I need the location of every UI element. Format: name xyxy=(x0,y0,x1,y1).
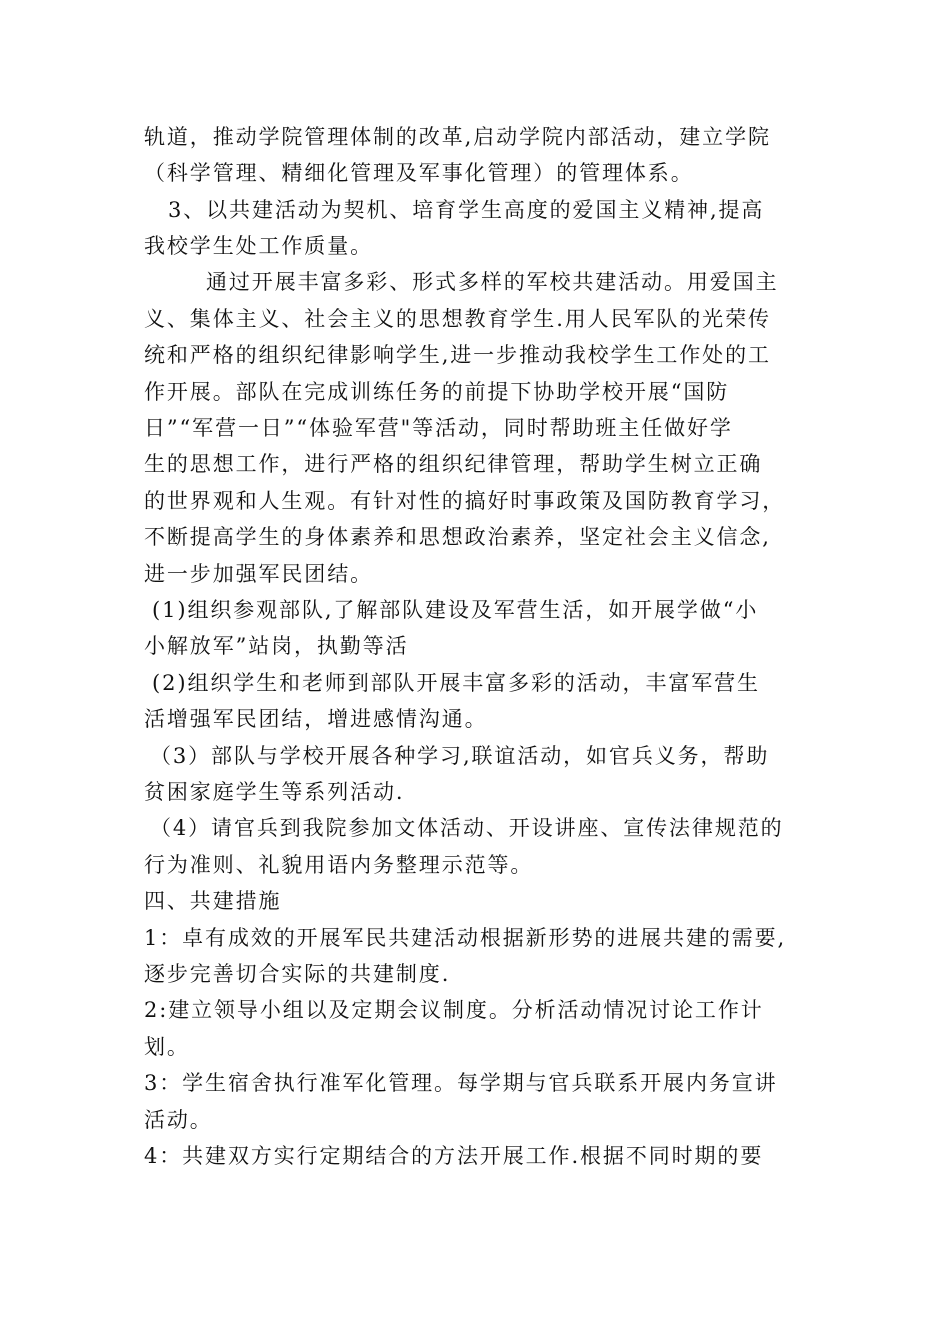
text-line: 2:建立领导小组以及定期会议制度。分析活动情况讨论工作计 xyxy=(144,998,764,1022)
text-line: (1)组织参观部队,了解部队建设及军营生活，如开展学做“小 xyxy=(152,598,759,622)
text-line: 行为准则、礼貌用语内务整理示范等。 xyxy=(144,853,534,877)
text-line: （4）请官兵到我院参加文体活动、开设讲座、宣传法律规范的 xyxy=(150,816,784,840)
text-line: 通过开展丰富多彩、形式多样的军校共建活动。用爱国主 xyxy=(206,270,779,294)
text-line: (2)组织学生和老师到部队开展丰富多彩的活动，丰富军营生 xyxy=(152,671,760,695)
text-line: 轨道，推动学院管理体制的改革,启动学院内部活动，建立学院 xyxy=(144,125,771,149)
text-line: 义、集体主义、社会主义的思想教育学生.用人民军队的光荣传 xyxy=(144,307,771,331)
text-line: 统和严格的组织纪律影响学生,进一步推动我校学生工作处的工 xyxy=(144,343,771,367)
text-line: 小解放军”站岗，执勤等活 xyxy=(144,634,409,658)
text-line: （3）部队与学校开展各种学习,联谊活动，如官兵义务，帮助 xyxy=(150,744,770,768)
text-line: 划。 xyxy=(144,1035,190,1059)
text-line: 生的思想工作，进行严格的组织纪律管理，帮助学生树立正确 xyxy=(144,452,763,476)
text-line: 3：学生宿舍执行准军化管理。每学期与官兵联系开展内务宣讲 xyxy=(144,1071,778,1095)
text-line: 3、以共建活动为契机、培育学生高度的爱国主义精神,提高 xyxy=(168,198,765,222)
text-line: （科学管理、精细化管理及军事化管理）的管理体系。 xyxy=(144,161,694,185)
text-line: 逐步完善切合实际的共建制度. xyxy=(144,962,451,986)
section-heading: 四、共建措施 xyxy=(144,889,282,913)
text-line: 贫困家庭学生等系列活动. xyxy=(144,780,405,804)
text-line: 作开展。部队在完成训练任务的前提下协助学校开展“国防 xyxy=(144,380,730,404)
text-line: 4：共建双方实行定期结合的方法开展工作.根据不同时期的要 xyxy=(144,1144,764,1168)
text-line: 进一步加强军民团结。 xyxy=(144,562,373,586)
text-line: 的世界观和人生观。有针对性的搞好时事政策及国防教育学习， xyxy=(144,489,786,513)
text-line: 活增强军民团结，增进感情沟通。 xyxy=(144,707,488,731)
text-line: 我校学生处工作质量。 xyxy=(144,234,373,258)
text-line: 日”“军营一日”“体验军营"等活动，同时帮助班主任做好学 xyxy=(144,416,733,440)
text-line: 活动。 xyxy=(144,1108,213,1132)
text-line: 不断提高学生的身体素养和思想政治素养，坚定社会主义信念, xyxy=(144,525,771,549)
text-line: 1：卓有成效的开展军民共建活动根据新形势的进展共建的需要, xyxy=(144,926,787,950)
